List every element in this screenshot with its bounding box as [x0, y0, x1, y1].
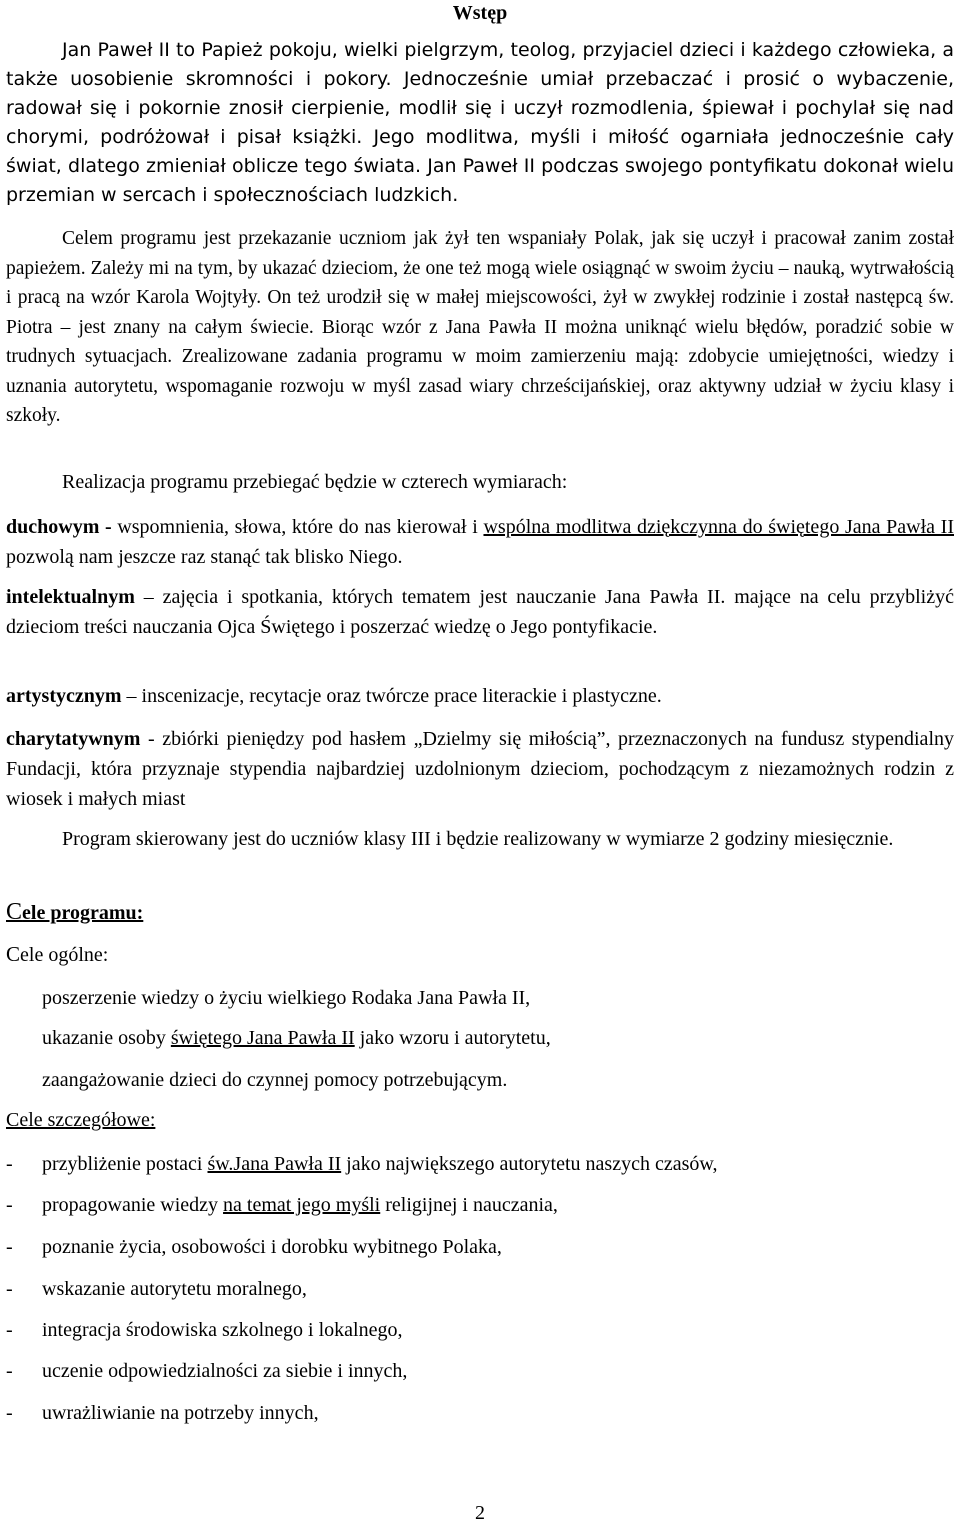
specific-goal-text: propagowanie wiedzy: [42, 1194, 224, 1216]
list-dash: -: [6, 1194, 13, 1216]
page-title: Wstęp: [452, 2, 508, 24]
specific-goal-underlined: św.Jana Pawła II: [207, 1153, 342, 1175]
dimension-text: – zajęcia i spotkania, których tematem jest nauczanie Jana Pawła II. mające na celu przybliżyć dzieciom treści nauczania Ojca Świętego i poszerzać wiedzę o Jego pontyfikacie.: [6, 586, 954, 638]
specific-goal-item: [6, 1316, 402, 1344]
list-dash: -: [6, 1402, 13, 1424]
program-note-text: Program skierowany jest do uczniów klasy III i będzie realizowany w wymiarze 2 godziny miesięcznie.: [62, 828, 894, 850]
intro-paragraph-1: [6, 36, 954, 210]
program-note: [6, 824, 954, 854]
intro-paragraph-3-text: Realizacja programu przebiegać będzie w czterech wymiarach:: [62, 471, 568, 493]
general-goal-text: ukazanie osoby: [42, 1027, 171, 1049]
general-goals-heading: [6, 940, 108, 969]
specific-goals-heading: Cele szczegółowe:: [6, 1109, 156, 1131]
list-dash: -: [6, 1360, 13, 1382]
dimension-underlined-text: wspólna modlitwa dziękczynna do świętego Jana Pawła II: [483, 516, 954, 538]
dimension-text: – inscenizacje, recytacje oraz twórcze prace literackie i plastyczne.: [121, 685, 662, 707]
specific-goal-text: wskazanie autorytetu moralnego,: [42, 1278, 307, 1300]
general-goal-item: [42, 1024, 551, 1052]
specific-goal-text: uczenie odpowiedzialności za siebie i innych,: [42, 1360, 408, 1382]
general-goal-item: [42, 1066, 507, 1094]
specific-goal-text: integracja środowiska szkolnego i lokalnego,: [42, 1319, 403, 1341]
dimension-intellectual: [6, 582, 954, 642]
specific-goal-item: [6, 1357, 407, 1385]
intro-paragraph-1-text: Jan Paweł II to Papież pokoju, wielki pielgrzym, teolog, przyjaciel dzieci i każdego człowieka, a także uosobienie skromności i pokory. Jednocześnie umiał przebaczać i prosić o wybaczenie, radował się i pokornie znosił cierpienie, modlił się i uczył rozmodlenia, śpiewał i pochylał się nad chorymi, podróżował i pisał książki. Jego modlitwa, myśli i miłość ogarniała jednocześnie cały świat, dlatego zmieniał oblicze tego świata. Jan Paweł II podczas swojego pontyfikatu dokonał wielu przemian w sercach i społecznościach ludzkich.: [6, 39, 954, 206]
general-goal-text: poszerzenie wiedzy o życiu wielkiego Rodaka Jana Pawła II,: [42, 987, 531, 1009]
general-goals-text: ele ogólne:: [20, 944, 109, 966]
list-dash: -: [6, 1236, 13, 1258]
general-goal-underlined: świętego Jana Pawła II: [170, 1027, 355, 1049]
goals-heading: [6, 898, 143, 927]
dimension-term: charytatywnym: [6, 728, 141, 750]
specific-goal-text: poznanie życia, osobowości i dorobku wybitnego Polaka,: [42, 1236, 502, 1258]
general-goals-initial: C: [6, 942, 21, 966]
specific-goal-item: [6, 1275, 307, 1303]
goals-heading-initial: C: [6, 899, 23, 925]
specific-goal-item: [6, 1399, 319, 1427]
specific-goal-text: przybliżenie postaci: [42, 1153, 208, 1175]
specific-goal-text: jako największego autorytetu naszych czasów,: [341, 1153, 718, 1175]
specific-goal-text: religijnej i nauczania,: [380, 1194, 558, 1216]
general-goal-text: zaangażowanie dzieci do czynnej pomocy potrzebującym.: [42, 1069, 508, 1091]
specific-goal-item: [6, 1150, 718, 1178]
dimension-charitable: [6, 724, 954, 814]
dimension-artistic: [6, 682, 954, 710]
goals-heading-text: ele programu:: [22, 902, 144, 924]
specific-goal-item: [6, 1233, 502, 1261]
intro-paragraph-2: [6, 224, 954, 431]
page-number: 2: [475, 1502, 485, 1524]
dimension-text: pozwolą nam jeszcze raz stanąć tak blisko Niego.: [6, 546, 403, 568]
dimension-term: duchowym -: [6, 516, 112, 538]
dimension-text: wspomnienia, słowa, które do nas kierował i: [111, 516, 484, 538]
general-goal-text: jako wzoru i autorytetu,: [354, 1027, 551, 1049]
specific-goal-text: uwrażliwianie na potrzeby innych,: [42, 1402, 319, 1424]
list-dash: -: [6, 1278, 13, 1300]
dimension-text: - zbiórki pieniędzy pod hasłem „Dzielmy się miłością”, przeznaczonych na fundusz stypendialny Fundacji, która przyznaje stypendia najbardziej uzdolnionym dzieciom, pochodzącym z niezamożnych rodzin z wiosek i małych miast: [6, 728, 954, 810]
dimension-term: intelektualnym: [6, 586, 135, 608]
specific-goal-item: [6, 1191, 558, 1219]
dimension-spiritual: [6, 512, 954, 572]
list-dash: -: [6, 1319, 13, 1341]
list-dash: -: [6, 1153, 13, 1175]
specific-goal-underlined: na temat jego myśli: [223, 1194, 381, 1216]
intro-paragraph-2-text: Celem programu jest przekazanie uczniom jak żył ten wspaniały Polak, jak się uczył i pracował zanim został papieżem. Zależy mi na tym, by ukazać dzieciom, że one też mogą wiele osiągnąć w swoim życiu – nauką, wytrwałością i pracą na wzór Karola Wojtyły. On też urodził się w małej miejscowości, żył w zwykłej rodzinie i został następcą św. Piotra – jest znany na całym świecie. Biorąc wzór z Jana Pawła II można uniknąć wielu błędów, poradzić sobie w trudnych sytuacjach. Zrealizowane zadania programu w moim zamierzeniu mają: zdobycie umiejętności, wiedzy i uznania autorytetu, wspomaganie rozwoju w myśl zasad wiary chrześcijańskiej, oraz aktywny udział w życiu klasy i szkoły.: [6, 228, 954, 426]
general-goal-item: [42, 984, 530, 1012]
intro-paragraph-3: [6, 468, 954, 496]
dimension-term: artystycznym: [6, 685, 122, 707]
